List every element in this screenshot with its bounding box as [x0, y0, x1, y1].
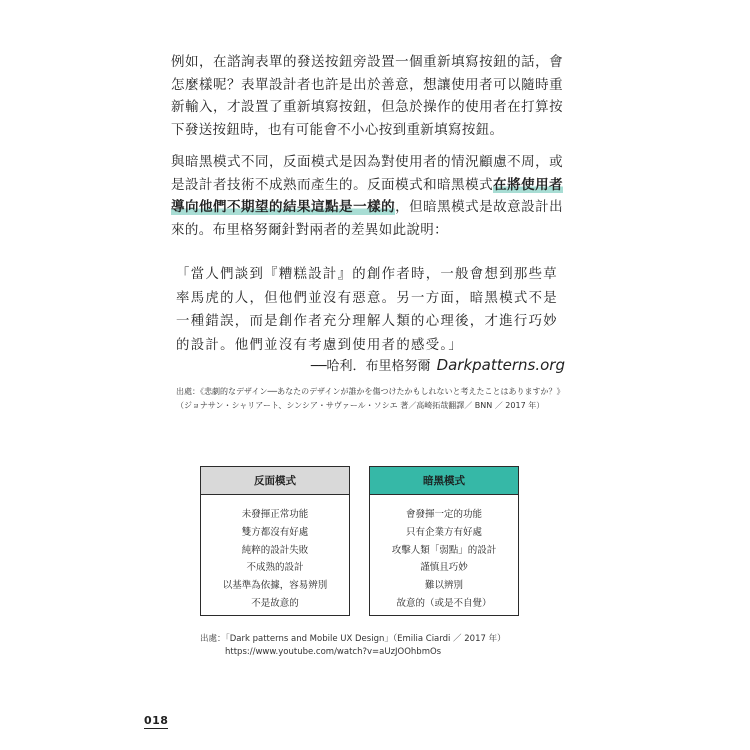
list-item: 難以辨別: [424, 580, 463, 592]
source-citation-2: [200, 633, 530, 659]
list-item: 不是故意的: [251, 597, 299, 609]
source-2-title: 出處：「Dark patterns and Mobile UX Design」（Emilia Ciardi ／ 2017 年）: [200, 634, 506, 644]
dark-pattern-title: 暗黑模式: [370, 467, 518, 495]
block-quote: 「當人們談到『糟糕設計』的創作者時，一般會想到那些草率馬虎的人，但他們並沒有惡意。另一方面，暗黑模式不是一種錯誤，而是創作者充分理解人類的心理後，才進行巧妙的設計。他們並沒有考慮到使用者的感受。」: [176, 267, 558, 353]
list-item: 純粹的設計失敗: [241, 544, 309, 556]
anti-pattern-title: 反面模式: [201, 467, 349, 495]
body-paragraph-2: [171, 151, 563, 241]
list-item: 未發揮正常功能: [241, 509, 309, 520]
source-citation-1: 出處：《悲劇的なデザイン──あなたのデザインが誰かを傷つけたかもしれないと考えたことはありますか？》（ジョナサン・シャリアート、シンシア・サヴァール・ソシエ 著／高崎拓哉翻譯／ BNN ／ 2017 年）: [176, 387, 561, 410]
source-2-url: https://www.youtube.com/watch?v=aUzJOOhbmOs: [225, 647, 442, 657]
dark-pattern-box: [369, 466, 519, 616]
attribution-author: ──哈利．布里格努爾: [310, 359, 431, 374]
attribution-source: Darkpatterns.org: [436, 356, 565, 374]
list-item: 雙方都沒有好處: [241, 526, 309, 538]
list-item: 謹慎且巧妙: [420, 562, 468, 574]
list-item: 只有企業方有好處: [405, 526, 482, 538]
paragraph-2-text-after: ，但暗黑模式是故意設計出來的。布里格努爾針對兩者的差異如此說明：: [171, 199, 563, 238]
list-item: 故意的（或是不自覺）: [396, 597, 492, 609]
quote-attribution: [290, 355, 565, 374]
anti-pattern-box: [200, 466, 350, 616]
page-number: 018: [144, 714, 169, 727]
list-item: 不成熟的設計: [246, 562, 304, 574]
list-item: 以基準為依據，容易辨別: [222, 580, 328, 592]
body-paragraph-1: 例如，在諮詢表單的發送按鈕旁設置一個重新填寫按鈕的話，會怎麼樣呢？表單設計者也許是出於善意，想讓使用者可以隨時重新輸入，才設置了重新填寫按鈕，但急於操作的使用者在打算按下發送按鈕時，也有可能會不小心按到重新填寫按鈕。: [171, 54, 563, 138]
highlighted-text: 在將使用者導向他們不期望的結果這點是一樣的: [171, 176, 563, 215]
anti-pattern-list: [201, 495, 349, 613]
list-item: 會發揮一定的功能: [405, 509, 482, 520]
dark-pattern-list: [370, 495, 518, 613]
paragraph-2-text-before: 與暗黑模式不同，反面模式是因為對使用者的情況顧慮不周，或是設計者技術不成熟而產生的。反面模式和暗黑模式: [171, 154, 563, 193]
list-item: 攻擊人類「弱點」的設計: [391, 544, 497, 556]
